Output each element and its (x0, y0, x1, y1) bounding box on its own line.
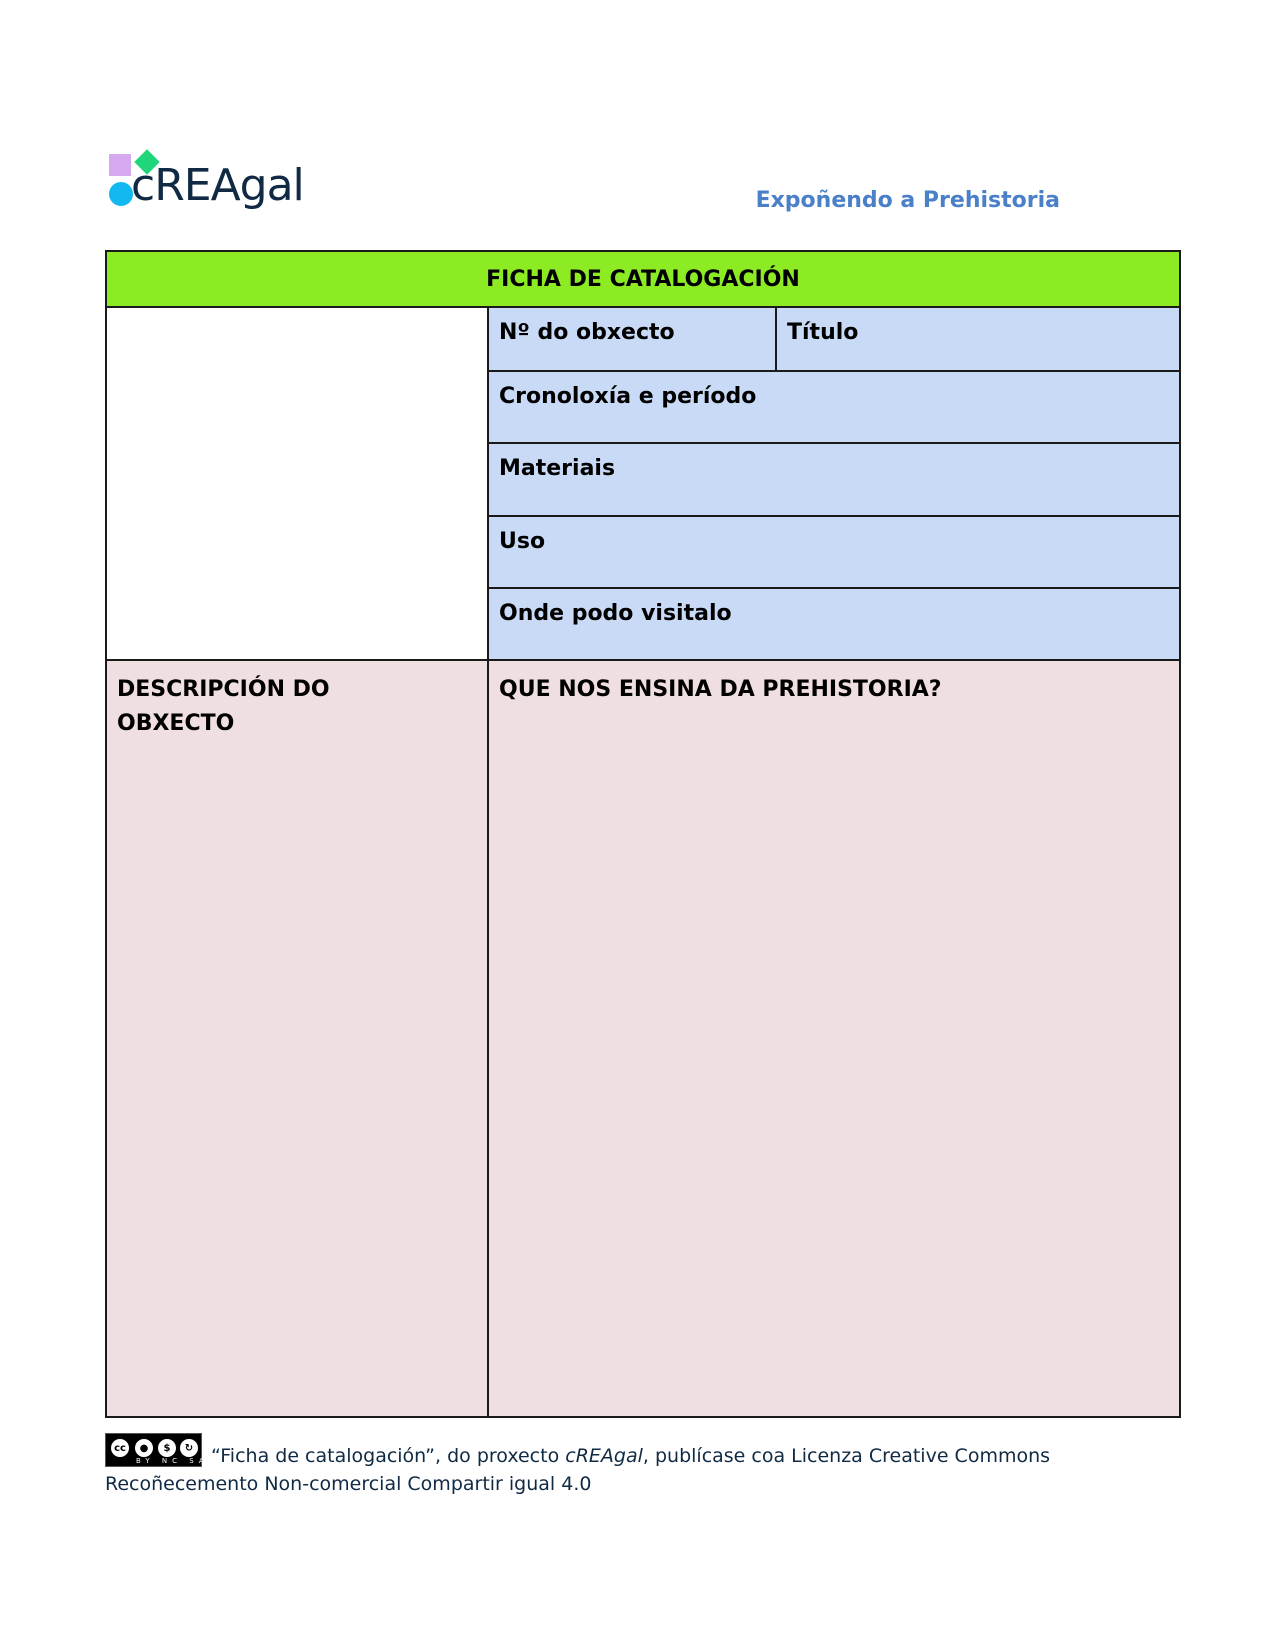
where-visit-label: Onde podo visitalo (499, 601, 732, 626)
description-label: DESCRIPCIÓN DO OBXECTO (117, 677, 330, 736)
title-field[interactable] (777, 308, 1179, 372)
catalog-form (105, 250, 1181, 1418)
materials-label: Materiais (499, 456, 616, 481)
materials-field[interactable] (489, 444, 1179, 517)
license-project-name: cREAgal (565, 1445, 643, 1467)
project-title: Expoñendo a Prehistoria (755, 188, 1060, 213)
by-icon: ● (133, 1437, 155, 1459)
object-number-field[interactable] (489, 308, 777, 372)
logo-wordmark: cREAgal (131, 160, 304, 211)
photo-area[interactable] (107, 308, 489, 661)
use-field[interactable] (489, 517, 1179, 589)
cc-badge-labels: BY NC SA (136, 1457, 209, 1465)
creagal-logo (104, 146, 324, 216)
description-area[interactable] (107, 661, 489, 1416)
license-text-part2: , publícase coa Licenza Creative Commons Recoñecemento Non-comercial Compartir igual 4.0 (105, 1445, 1051, 1495)
sa-icon: ↻ (178, 1437, 200, 1459)
nc-icon: $ (156, 1437, 178, 1459)
chronology-label: Cronoloxía e período (499, 384, 757, 409)
cc-icon: cc (109, 1437, 131, 1459)
where-visit-field[interactable] (489, 589, 1179, 661)
title-label: Título (787, 320, 859, 345)
use-label: Uso (499, 529, 546, 554)
teaches-label: QUE NOS ENSINA DA PREHISTORIA? (499, 677, 942, 702)
license-text (105, 1442, 1065, 1498)
logo-circle-shape (109, 182, 133, 206)
object-number-label: Nº do obxecto (499, 320, 675, 345)
logo-square-shape (109, 154, 131, 176)
chronology-field[interactable] (489, 372, 1179, 444)
license-text-part1: “Ficha de catalogación”, do proxecto (211, 1445, 566, 1467)
form-title: FICHA DE CATALOGACIÓN (107, 252, 1179, 308)
teaches-area[interactable] (489, 661, 1179, 1416)
